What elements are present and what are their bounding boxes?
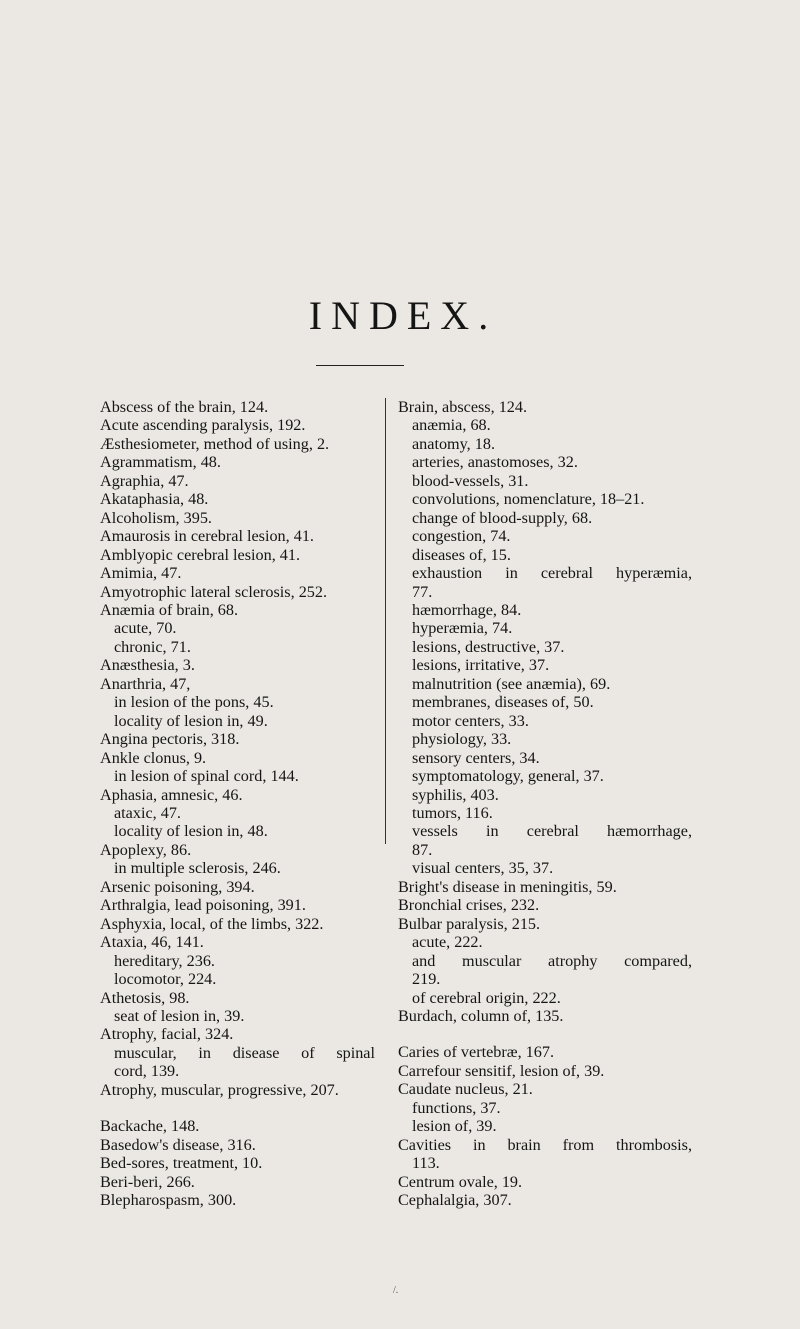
index-entry: Atrophy, facial, 324.	[100, 1025, 234, 1044]
index-entry: Bronchial crises, 232.	[398, 896, 540, 915]
index-subentry: tumors, 116.	[412, 803, 493, 822]
index-entry: Agraphia, 47.	[100, 471, 189, 490]
index-column-right	[398, 398, 692, 1209]
index-column-left	[100, 398, 375, 1209]
index-entry: Arsenic poisoning, 394.	[100, 877, 255, 896]
index-subentry: hereditary, 236.	[114, 951, 215, 970]
index-subentry: membranes, diseases of, 50.	[412, 693, 594, 712]
index-subentry: vessels in cerebral hæmorrhage,	[412, 822, 692, 841]
index-subentry: and muscular atrophy compared,	[412, 951, 692, 970]
index-entry: Bright's disease in meningitis, 59.	[398, 877, 617, 896]
index-subentry: anatomy, 18.	[412, 434, 496, 453]
index-entry: Æsthesiometer, method of using, 2.	[100, 434, 330, 453]
index-subentry: congestion, 74.	[412, 527, 511, 546]
index-subentry: acute, 222.	[412, 933, 483, 952]
index-entry: Bed-sores, treatment, 10.	[100, 1154, 263, 1173]
index-subentry: arteries, anastomoses, 32.	[412, 453, 578, 472]
title-rule	[316, 365, 404, 366]
index-entry: Acute ascending paralysis, 192.	[100, 416, 306, 435]
index-entry: Amaurosis in cerebral lesion, 41.	[100, 527, 314, 546]
index-entry-continuation: 113.	[412, 1154, 440, 1173]
index-entry-continuation: 87.	[412, 840, 433, 859]
index-entry: Amblyopic cerebral lesion, 41.	[100, 545, 301, 564]
index-entry: Anæmia of brain, 68.	[100, 600, 239, 619]
index-entry-continuation: 77.	[412, 582, 433, 601]
index-subentry: muscular, in disease of spinal	[114, 1043, 375, 1062]
index-entry: Amimia, 47.	[100, 564, 182, 583]
index-subentry: lesions, irritative, 37.	[412, 656, 550, 675]
index-subentry: diseases of, 15.	[412, 545, 511, 564]
index-subentry: chronic, 71.	[114, 637, 191, 656]
index-subentry: in multiple sclerosis, 246.	[114, 859, 281, 878]
index-entry: Angina pectoris, 318.	[100, 730, 240, 749]
index-entry: Centrum ovale, 19.	[398, 1172, 523, 1191]
index-subentry: locality of lesion in, 48.	[114, 822, 268, 841]
index-subentry: lesion of, 39.	[412, 1117, 497, 1136]
index-entry: Ataxia, 46, 141.	[100, 933, 204, 952]
column-divider	[385, 398, 386, 844]
index-entry: Apoplexy, 86.	[100, 840, 192, 859]
index-entry: Aphasia, amnesic, 46.	[100, 785, 243, 804]
index-entry: Basedow's disease, 316.	[100, 1135, 256, 1154]
index-subentry: in lesion of spinal cord, 144.	[114, 767, 299, 786]
page-title: INDEX.	[308, 293, 498, 338]
index-subentry: exhaustion in cerebral hyperæmia,	[412, 564, 692, 583]
index-entry: Backache, 148.	[100, 1117, 200, 1136]
index-subentry: locality of lesion in, 49.	[114, 711, 268, 730]
index-entry: Alcoholism, 395.	[100, 508, 212, 527]
index-entry: Asphyxia, local, of the limbs, 322.	[100, 914, 324, 933]
index-entry: Anæsthesia, 3.	[100, 656, 195, 675]
index-entry: Ankle clonus, 9.	[100, 748, 207, 767]
index-entry: Cephalalgia, 307.	[398, 1191, 512, 1210]
index-entry: Atrophy, muscular, progressive, 207.	[100, 1080, 339, 1099]
index-entry: Arthralgia, lead poisoning, 391.	[100, 896, 306, 915]
index-entry: Brain, abscess, 124.	[398, 398, 528, 416]
footer-mark: /.	[393, 1285, 399, 1296]
index-subentry: symptomatology, general, 37.	[412, 767, 604, 786]
index-subentry: hyperæmia, 74.	[412, 619, 513, 638]
index-subentry: change of blood-supply, 68.	[412, 508, 593, 527]
index-subentry: syphilis, 403.	[412, 785, 499, 804]
index-subentry: hæmorrhage, 84.	[412, 600, 522, 619]
index-subentry: blood-vessels, 31.	[412, 471, 529, 490]
index-entry: Blepharospasm, 300.	[100, 1191, 237, 1210]
index-subentry: acute, 70.	[114, 619, 177, 638]
index-entry: Bulbar paralysis, 215.	[398, 914, 541, 933]
index-entry-continuation: cord, 139.	[114, 1062, 180, 1081]
index-subentry: lesions, destructive, 37.	[412, 637, 565, 656]
index-entry: Athetosis, 98.	[100, 988, 190, 1007]
index-subentry: seat of lesion in, 39.	[114, 1006, 245, 1025]
index-subentry: locomotor, 224.	[114, 970, 217, 989]
index-subentry: malnutrition (see anæmia), 69.	[412, 674, 611, 693]
index-entry: Cavities in brain from thrombosis,	[398, 1135, 692, 1154]
index-entry: Burdach, column of, 135.	[398, 1006, 564, 1025]
index-entry: Amyotrophic lateral sclerosis, 252.	[100, 582, 328, 601]
index-subentry: visual centers, 35, 37.	[412, 859, 554, 878]
index-subentry: motor centers, 33.	[412, 711, 529, 730]
index-entry-continuation: 219.	[412, 970, 441, 989]
index-subentry: convolutions, nomenclature, 18–21.	[412, 490, 645, 509]
index-entry: Caries of vertebræ, 167.	[398, 1043, 554, 1062]
index-entry: Akataphasia, 48.	[100, 490, 209, 509]
index-entry: Beri-beri, 266.	[100, 1172, 195, 1191]
index-entry: Anarthria, 47,	[100, 674, 191, 693]
index-subentry: functions, 37.	[412, 1098, 501, 1117]
index-subentry: in lesion of the pons, 45.	[114, 693, 274, 712]
index-subentry: ataxic, 47.	[114, 803, 181, 822]
index-entry: Carrefour sensitif, lesion of, 39.	[398, 1061, 605, 1080]
index-entry: Abscess of the brain, 124.	[100, 398, 269, 416]
index-subentry: of cerebral origin, 222.	[412, 988, 561, 1007]
index-subentry: sensory centers, 34.	[412, 748, 540, 767]
index-entry: Caudate nucleus, 21.	[398, 1080, 533, 1099]
index-subentry: physiology, 33.	[412, 730, 512, 749]
index-entry: Agrammatism, 48.	[100, 453, 221, 472]
index-subentry: anæmia, 68.	[412, 416, 491, 435]
